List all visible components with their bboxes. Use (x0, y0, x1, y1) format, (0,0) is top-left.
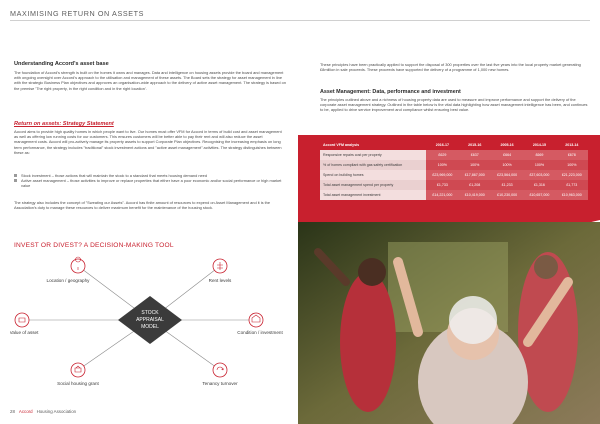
table-cell: £17,867,000 (459, 170, 491, 180)
page-number: 28 (10, 409, 15, 414)
dancing-residents-photo (298, 222, 600, 424)
center-label-line-3: MODEL (141, 324, 159, 330)
vfm-analysis-table (320, 140, 588, 200)
column-header: 2014-15 (523, 140, 555, 150)
table-cell: 100% (556, 160, 588, 170)
turnover-node-circle (213, 363, 227, 377)
table-cell: 100% (459, 160, 491, 170)
table-cell: £629 (426, 150, 458, 160)
label-social-housing-grant: Social housing grant (57, 381, 99, 386)
column-header: 2005-16 (491, 140, 523, 150)
row-label: % of homes compliant with gas safety certification (320, 160, 426, 170)
section-title-asset-base: Understanding Accord's asset base (14, 61, 109, 67)
column-header: 2016-17 (426, 140, 458, 150)
column-header: 2013-14 (556, 140, 588, 150)
table-cell: £10,419,000 (459, 190, 491, 200)
center-label-line-2: APPRAISAL (136, 317, 164, 323)
decision-tool-title: INVEST OR DIVEST? A DECISION-MAKING TOOL (14, 242, 174, 249)
center-label-line-1: STOCK (141, 310, 159, 316)
footer-org: Housing Association (36, 409, 77, 414)
row-label: Spend on building homes (320, 170, 426, 180)
label-tenancy-turnover: Tenancy turnover (202, 381, 238, 386)
table-cell: £23,564,000 (491, 170, 523, 180)
table-cell: £637 (459, 150, 491, 160)
grant-node-circle (71, 363, 85, 377)
table-cell: £23,969,000 (426, 170, 458, 180)
table-cell: 100% (523, 160, 555, 170)
section-title-data-performance: Asset Management: Data, performance and investment (320, 89, 461, 95)
table-cell: £10,230,000 (491, 190, 523, 200)
table-row (320, 190, 588, 200)
table-cell: £669 (523, 150, 555, 160)
table-cell: 100% (491, 160, 523, 170)
row-label: Total asset management investment (320, 190, 426, 200)
row-label: Total asset management spend per property (320, 180, 426, 190)
table-cell: £14,221,000 (426, 190, 458, 200)
table-cell: 100% (426, 160, 458, 170)
bullet-marker-icon (14, 179, 17, 182)
table-cell: £21,223,000 (556, 170, 588, 180)
table-row (320, 150, 588, 160)
table-row (320, 180, 588, 190)
disposal-paragraph: These principles have been practically applied to support the disposal of 300 properties over the last five years into the local property market generating £8million in sale proceeds. These proceeds have supported the delivery of a programme of 1,000 new homes. (320, 62, 581, 73)
table-header-row (320, 140, 588, 150)
strategy-bullet-list (14, 173, 284, 189)
bullet-marker-icon (14, 174, 17, 177)
value-node-circle (15, 313, 29, 327)
table-cell: £1,208 (459, 180, 491, 190)
section-title-strategy-statement: Return on assets: Strategy Statement (14, 121, 114, 127)
column-header: 2015-16 (459, 140, 491, 150)
asset-base-paragraph: The foundation of Accord's strength is built on the homes it owns and manages. Data and intelligence on housing assets provide the board and management with ongoing oversight over Accord's approach to the utilisation and management of these assets. The Board sets the strategy for asset management in line with the strategic Business Plan objectives and approves an organisation-wide approach to the delivery of active asset management. The strategy is based on the premise 'The right property, in the right condition and in the right location'. (14, 70, 286, 91)
table-cell: £664 (491, 150, 523, 160)
label-location: Location / geography (46, 278, 90, 283)
sweating-assets-paragraph: The strategy also includes the concept of "Sweating our Assets". Accord has finite amount of resources to expend on Asset Management and it is the Association's duty to manage these resources to deliver maximum benefit for the maintenance of the housing stock. (14, 200, 271, 211)
column-header: Accord VFM analysis (320, 140, 426, 150)
table-cell: £10,657,000 (523, 190, 555, 200)
data-performance-paragraph: The principles outlined above and a richness of housing property data are used to measure and improve performance and support the delivery of the corporate asset management strategy. Outlined in the table below is the vital data highlighting how asset management intelligence has been, and continues to be, applied to drive service improvement and compliance whilst ensuring best value. (320, 97, 588, 113)
stock-appraisal-diagram (10, 252, 290, 392)
table-cell: £1,733 (426, 180, 458, 190)
table-cell: £1,773 (556, 180, 588, 190)
bullet-item: Stock investment – those actions that will maintain the stock to a standard that meets housing demand need (14, 173, 284, 178)
table-cell: £1,316 (523, 180, 555, 190)
location-node-circle (71, 259, 85, 273)
table-cell: £10,963,000 (556, 190, 588, 200)
strategy-statement-paragraph: Accord aims to provide high quality homes in which people want to live. Our homes must offer VFM for Accord in terms of build cost and asset management as well as offering low running costs for our customers. This ensures customers will be better able to pay their rent and will also reduce the asset management costs. Accord will pro-actively manage its property assets to support Corporate Plan objectives. Recognising the increasing emphasis on long term performance, the strategy includes "traditional" stock investment actions and "active asset management" activities. The strategy distinguishes between these as: (14, 129, 282, 155)
page-header: MAXIMISING RETURN ON ASSETS (10, 9, 145, 18)
table-cell: £37,603,000 (523, 170, 555, 180)
page-footer (10, 409, 76, 414)
bullet-item: Active asset management – those activities to improve or replace properties that either have a poor economic and/or social performance or high market value (14, 178, 284, 188)
table-cell: £678 (556, 150, 588, 160)
table-row (320, 170, 588, 180)
row-label: Responsive repairs cost per property (320, 150, 426, 160)
header-divider (10, 20, 590, 21)
footer-brand: Accord (18, 409, 33, 414)
table-cell: £1,233 (491, 180, 523, 190)
label-rent-levels: Rent levels (208, 278, 232, 283)
table-row (320, 160, 588, 170)
label-value-of-asset: Value of asset (10, 330, 39, 335)
label-condition: Condition / investment (237, 330, 283, 335)
